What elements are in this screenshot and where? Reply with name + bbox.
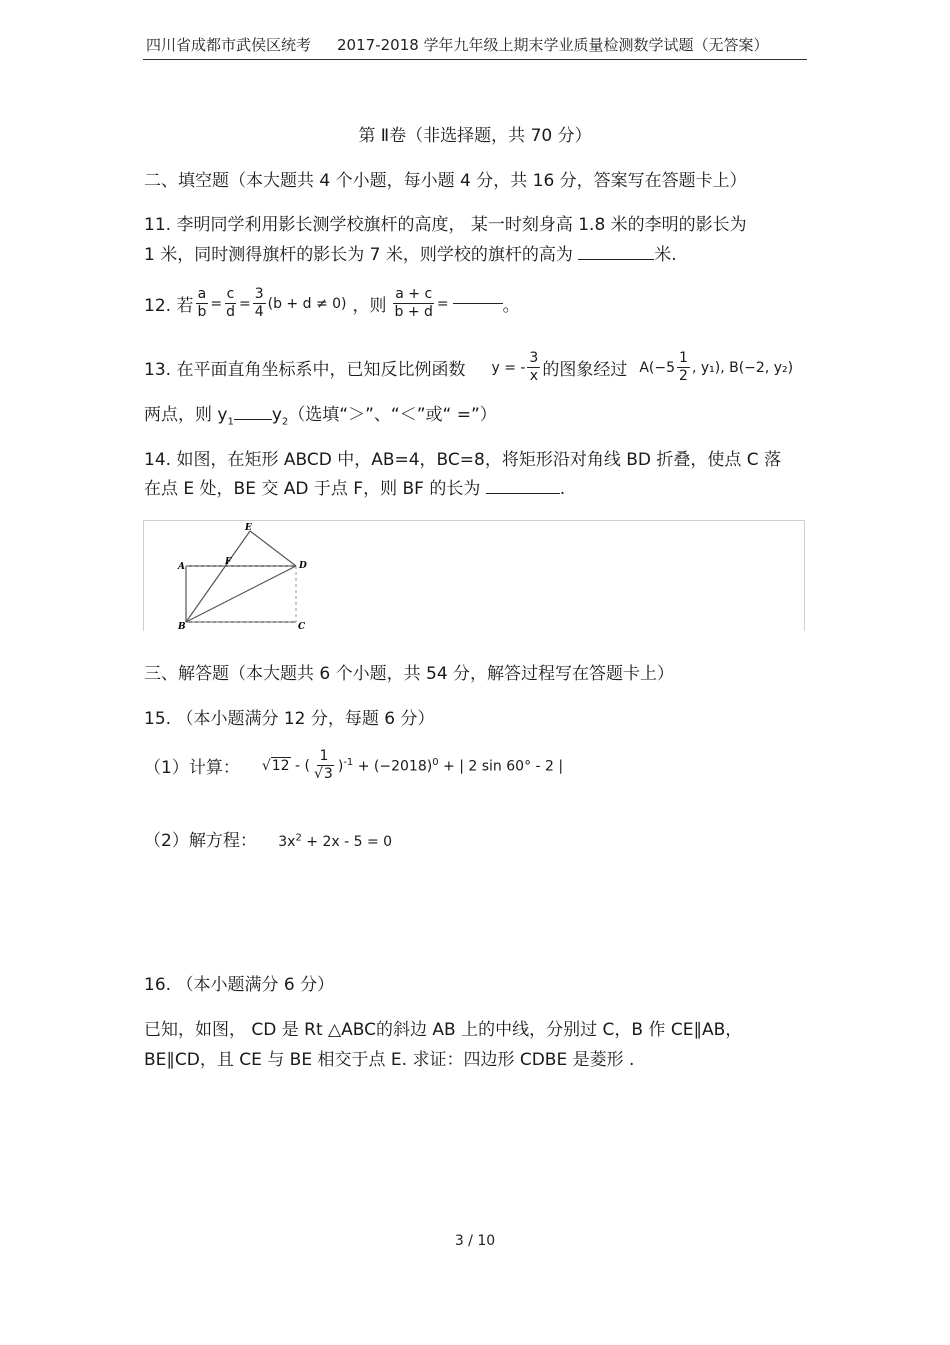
q14-end: . [559, 479, 566, 499]
q11-line1: 11. 李明同学利用影长测学校旗杆的高度， 某一时刻身高 1.8 米的李明的影长为 [144, 215, 747, 235]
q13-point-a-prefix: A(−5 [639, 359, 676, 376]
q12-f1-num: a [197, 286, 207, 302]
q12-condition: (b + d ≠ 0) [267, 295, 347, 312]
q14-line2-text: 在点 E 处，BE 交 AD 于点 F，则 BF 的长为 [144, 479, 481, 499]
label-b: B [178, 622, 186, 631]
q15-expr-d: + | 2 sin 60° - 2 | [438, 758, 564, 775]
part3-title: 三、解答题（本大题共 6 个小题，共 54 分，解答过程写在答题卡上） [144, 664, 675, 684]
q14-answer-blank [486, 493, 560, 494]
sqrt-sign-den: √ [314, 766, 323, 782]
q12-end: 。 [502, 296, 520, 316]
q11-line2 [144, 240, 677, 265]
q13-pa-num: 1 [679, 350, 688, 366]
label-e: E [245, 523, 252, 533]
q11-line2-text: 1 米，同时测得旗杆的影长为 7 米，则学校的旗杆的高为 [144, 245, 573, 265]
diagonal-bd [186, 566, 296, 622]
q15-fraction [312, 748, 336, 783]
q15-frac-den [312, 766, 336, 783]
q12-fraction-c-d [224, 286, 237, 321]
q11-answer-blank [578, 259, 654, 260]
q15-eq-a: 3x [278, 834, 296, 850]
q15-part2 [144, 826, 392, 851]
q13-sub1: 1 [227, 416, 234, 428]
q13-line2 [144, 400, 497, 427]
header-right: 2017-2018 学年九年级上期末学业质量检测数学试题（无答案） [337, 36, 769, 54]
q13-mid: 的图象经过 [542, 360, 628, 380]
q15-part1 [144, 748, 563, 783]
q13-func-num: 3 [529, 350, 539, 366]
q12-f4-num: a + c [395, 286, 433, 302]
q13-func-den: x [529, 368, 539, 384]
q12-prefix: 12. 若 [144, 296, 194, 316]
label-f: F [225, 557, 232, 567]
page-number: 3 / 10 [454, 1233, 496, 1249]
q12-f2-num: c [226, 286, 235, 302]
label-d: D [299, 561, 307, 571]
q13-func-left: y = - [491, 359, 526, 376]
q12-f2-den: d [226, 304, 235, 320]
q14-line1: 14. 如图，在矩形 ABCD 中，AB=4，BC=8，将矩形沿对角线 BD 折叠，使点 C 落 [144, 450, 782, 470]
q12-fraction-sum [393, 286, 435, 321]
q15-eq-exp: 2 [295, 832, 302, 844]
rectangle-fold-diagram [144, 521, 804, 631]
section-title: 第 Ⅱ卷（非选择题，共 70 分） [358, 126, 592, 146]
q13-sub2: 2 [281, 416, 289, 428]
q15-exp-0: 0 [432, 756, 439, 768]
q12-fraction-3-4 [253, 286, 266, 321]
q15-expression [262, 758, 310, 774]
q15-part2-label: （2）解方程： [144, 831, 257, 851]
label-a: A [178, 562, 185, 572]
q12-fraction-a-b [195, 286, 208, 321]
part2-title: 二、填空题（本大题共 4 个小题，每小题 4 分，共 16 分，答案写在答题卡上） [144, 171, 747, 191]
q14-figure [143, 520, 805, 631]
q12-eq3: = [436, 295, 449, 312]
header-rule [143, 59, 807, 60]
q13-pa-den: 2 [679, 368, 688, 384]
q13-prefix: 13. 在平面直角坐标系中，已知反比例函数 [144, 360, 466, 380]
q12-answer-blank [453, 303, 503, 304]
q13-points: , y₁), B(−2, y₂) [691, 359, 794, 376]
q13-func-fraction [527, 350, 540, 385]
segment-be [186, 531, 250, 622]
q13-line2-mid: y [271, 405, 282, 425]
q15-title: 15. （本小题满分 12 分，每题 6 分） [144, 709, 435, 729]
sqrt-sign: √ [261, 757, 271, 774]
q15-expr-c: + (−2018) [353, 758, 433, 775]
header-left: 四川省成都市武侯区统考 [146, 36, 312, 54]
q13-answer-blank [234, 419, 272, 420]
q13-line2-post: （选填“＞”、“＜”或“ =”） [288, 405, 497, 425]
q16-line2: BE∥CD，且 CE 与 BE 相交于点 E. 求证：四边形 CDBE 是菱形 . [144, 1050, 635, 1070]
q12 [144, 286, 520, 321]
q15-eq-b: + 2x - 5 = 0 [301, 834, 393, 850]
q15-expr-a: - ( [290, 757, 310, 774]
q12-eq1: = [210, 295, 223, 312]
q12-then: ，则 [352, 296, 387, 316]
q12-eq2: = [238, 295, 251, 312]
q14-line2 [144, 474, 565, 499]
page-header [146, 34, 769, 55]
q15-sqrt-12: 12 [271, 757, 290, 774]
q15-part1-label: （1）计算： [144, 758, 240, 778]
q16-line1: 已知，如图， CD 是 Rt △ABC的斜边 AB 上的中线，分别过 C，B 作 CE∥AB， [144, 1020, 743, 1040]
q13-line2-pre: 两点，则 y [144, 405, 228, 425]
q15-expr-b: ) [337, 758, 344, 775]
label-c: C [298, 622, 306, 631]
q15-frac-num: 1 [319, 748, 329, 764]
q12-f3-den: 4 [254, 304, 264, 320]
q11-unit: 米. [654, 245, 677, 265]
q13-point-a-fraction [677, 350, 690, 385]
segment-ed [250, 531, 296, 566]
q12-f3-num: 3 [254, 286, 264, 302]
q15-sqrt-3: 3 [323, 766, 333, 782]
q12-f1-den: b [197, 304, 207, 320]
q15-exp-neg1: -1 [343, 756, 354, 768]
q13-line1 [144, 350, 793, 385]
q16-title: 16. （本小题满分 6 分） [144, 975, 335, 995]
q15-expression-rest [338, 757, 563, 775]
q12-f4-den: b + d [394, 304, 433, 320]
q15-equation [278, 834, 392, 850]
